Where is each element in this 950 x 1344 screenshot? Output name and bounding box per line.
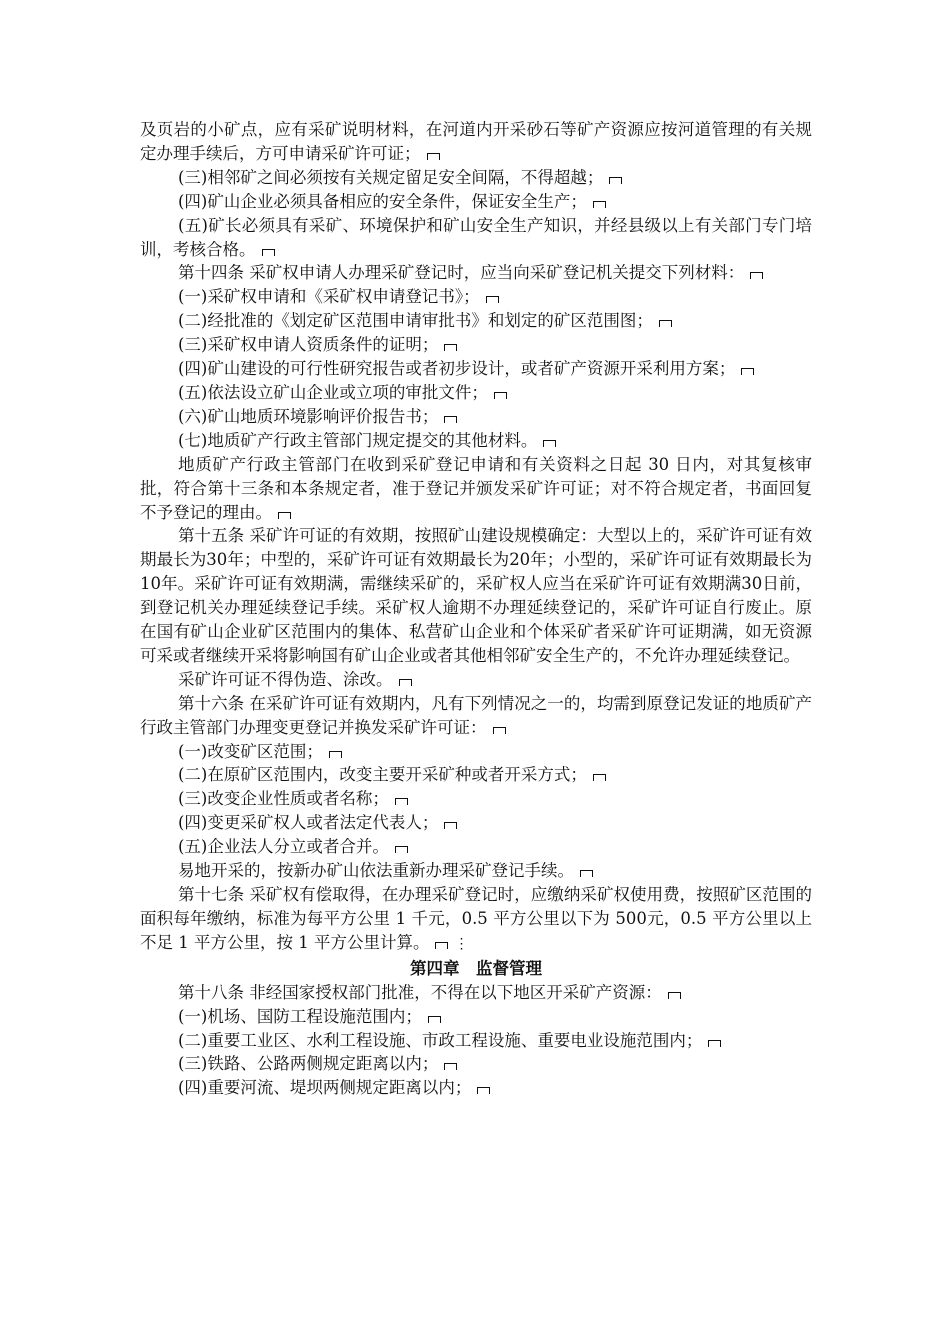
paragraph-text: (五)依法设立矿山企业或立项的审批文件； <box>178 382 488 402</box>
paragraph-mark-icon <box>668 992 681 999</box>
paragraph-text: 第十四条 采矿权申请人办理采矿登记时，应当向采矿登记机关提交下列材料： <box>178 263 745 283</box>
paragraph-text: (六)矿山地质环境影响评价报告书； <box>178 406 439 426</box>
paragraph-text: (四)矿山企业必须具备相应的安全条件，保证安全生产； <box>178 191 587 211</box>
paragraph <box>140 692 812 740</box>
paragraph-text: (三)采矿权申请人资质条件的证明； <box>178 335 439 355</box>
document-body-part1 <box>140 118 812 957</box>
paragraph-text: (三)改变企业性质或者名称； <box>178 789 389 809</box>
paragraph-mark-icon <box>395 846 408 853</box>
paragraph-text: (二)在原矿区范围内，改变主要开采矿种或者开采方式； <box>178 765 587 785</box>
paragraph-text: 采矿许可证不得伪造、涂改。 <box>178 669 393 689</box>
paragraph-mark-icon <box>580 870 593 877</box>
paragraph <box>140 214 812 262</box>
paragraph-mark-icon <box>593 201 606 208</box>
paragraph-mark-icon <box>543 440 556 447</box>
paragraph <box>140 357 812 381</box>
paragraph-text: (三)相邻矿之间必须按有关规定留足安全间隔，不得超越； <box>178 167 604 187</box>
paragraph-text: (五)企业法人分立或者合并。 <box>178 837 389 857</box>
paragraph-text: (二)经批准的《划定矿区范围申请审批书》和划定的矿区范围图； <box>178 311 653 331</box>
paragraph-mark-icon <box>493 727 506 734</box>
paragraph <box>140 453 812 525</box>
paragraph-text: (七)地质矿产行政主管部门规定提交的其他材料。 <box>178 430 538 450</box>
paragraph <box>140 429 812 453</box>
paragraph-text: (一)机场、国防工程设施范围内； <box>178 1006 422 1026</box>
paragraph-text: 地质矿产行政主管部门在收到采矿登记申请和有关资料之日起 30 日内，对其复核审批，符合第十三条和本条规定者，准于登记并颁发采矿许可证；对不符合规定者，书面回复不予登记的理由。 <box>140 454 812 522</box>
paragraph-text: 第十七条 采矿权有偿取得，在办理采矿登记时，应缴纳采矿权使用费，按照矿区范围的面积每年缴纳，标准为每平方公里 1 千元，0.5 平方公里以下为 500元，0.5 平方公里以上不足 1 平方公里，按 1 平方公里计算。 <box>140 885 812 952</box>
paragraph <box>140 668 812 692</box>
paragraph <box>140 1005 812 1029</box>
paragraph-mark-icon <box>609 177 622 184</box>
paragraph-mark-icon <box>278 512 291 519</box>
paragraph-text: 及页岩的小矿点，应有采矿说明材料，在河道内开采砂石等矿产资源应按河道管理的有关规定办理手续后，方可申请采矿许可证； <box>140 120 812 163</box>
paragraph-mark-icon <box>428 1016 441 1023</box>
paragraph <box>140 333 812 357</box>
paragraph-mark-icon <box>750 272 763 279</box>
paragraph-text: 易地开采的，按新办矿山依法重新办理采矿登记手续。 <box>178 861 574 881</box>
paragraph-mark-icon <box>399 679 412 686</box>
paragraph-mark-icon <box>435 942 448 949</box>
paragraph <box>140 1052 812 1076</box>
paragraph-mark-icon <box>395 798 408 805</box>
paragraph <box>140 190 812 214</box>
paragraph <box>140 811 812 835</box>
paragraph <box>140 859 812 883</box>
paragraph-text: (一)采矿权申请和《采矿权申请登记书》； <box>178 287 480 307</box>
paragraph-mark-icon <box>262 249 275 256</box>
paragraph-text: 第十八条 非经国家授权部门批准，不得在以下地区开采矿产资源： <box>178 982 662 1002</box>
paragraph-mark-icon <box>741 368 754 375</box>
paragraph <box>140 381 812 405</box>
paragraph-mark-icon <box>494 392 507 399</box>
paragraph <box>140 1076 812 1100</box>
paragraph-mark-icon <box>477 1087 490 1094</box>
paragraph-mark-icon <box>444 416 457 423</box>
vertical-dots-icon: ⋮ <box>454 935 469 952</box>
paragraph <box>140 285 812 309</box>
paragraph <box>140 740 812 764</box>
paragraph-mark-icon <box>444 822 457 829</box>
paragraph-mark-icon <box>659 320 672 327</box>
paragraph <box>140 524 812 667</box>
paragraph-text: 第十六条 在采矿许可证有效期内，凡有下列情况之一的，均需到原登记发证的地质矿产行政主管部门办理变更登记并换发采矿许可证： <box>140 693 812 737</box>
paragraph-mark-icon <box>593 774 606 781</box>
paragraph-text: 第十五条 采矿许可证的有效期，按照矿山建设规模确定：大型以上的，采矿许可证有效期最长为30年；中型的，采矿许可证有效期最长为20年；小型的，采矿许可证有效期最长为10年。采矿许可证有效期满，需继续采矿的，采矿权人应当在采矿许可证有效期满30日前，到登记机关办理延续登记手续。采矿权人逾期不办理延续登记的，采矿许可证自行废止。原在国有矿山企业矿区范围内的集体、私营矿山企业和个体采矿者采矿许可证期满，如无资源可采或者继续开采将影响国有矿山企业或者其他相邻矿安全生产的，不允许办理延续登记。 <box>140 526 812 665</box>
paragraph <box>140 309 812 333</box>
paragraph <box>140 787 812 811</box>
paragraph-text: (一)改变矿区范围； <box>178 741 323 761</box>
paragraph-mark-icon <box>444 1063 457 1070</box>
paragraph-text: (五)矿长必须具有采矿、环境保护和矿山安全生产知识，并经县级以上有关部门专门培训，考核合格。 <box>140 215 812 259</box>
chapter-heading: 第四章 监督管理 <box>410 958 542 978</box>
paragraph <box>140 981 812 1005</box>
paragraph <box>140 118 812 166</box>
paragraph-text: (三)铁路、公路两侧规定距离以内； <box>178 1054 439 1074</box>
document-body-part2 <box>140 981 812 1101</box>
paragraph-text: (四)矿山建设的可行性研究报告或者初步设计，或者矿产资源开采利用方案； <box>178 359 736 379</box>
paragraph-mark-icon <box>427 153 440 160</box>
paragraph-mark-icon <box>444 344 457 351</box>
paragraph-mark-icon <box>329 751 342 758</box>
paragraph <box>140 835 812 859</box>
paragraph <box>140 883 812 957</box>
paragraph <box>140 405 812 429</box>
paragraph <box>140 261 812 285</box>
paragraph-text: (二)重要工业区、水利工程设施、市政工程设施、重要电业设施范围内； <box>178 1030 703 1050</box>
document-page <box>140 118 812 1100</box>
paragraph <box>140 166 812 190</box>
paragraph-mark-icon <box>708 1040 721 1047</box>
paragraph-mark-icon <box>486 296 499 303</box>
paragraph-text: (四)重要河流、堤坝两侧规定距离以内； <box>178 1078 472 1098</box>
paragraph <box>140 1029 812 1053</box>
paragraph-text: (四)变更采矿权人或者法定代表人； <box>178 813 439 833</box>
paragraph <box>140 763 812 787</box>
